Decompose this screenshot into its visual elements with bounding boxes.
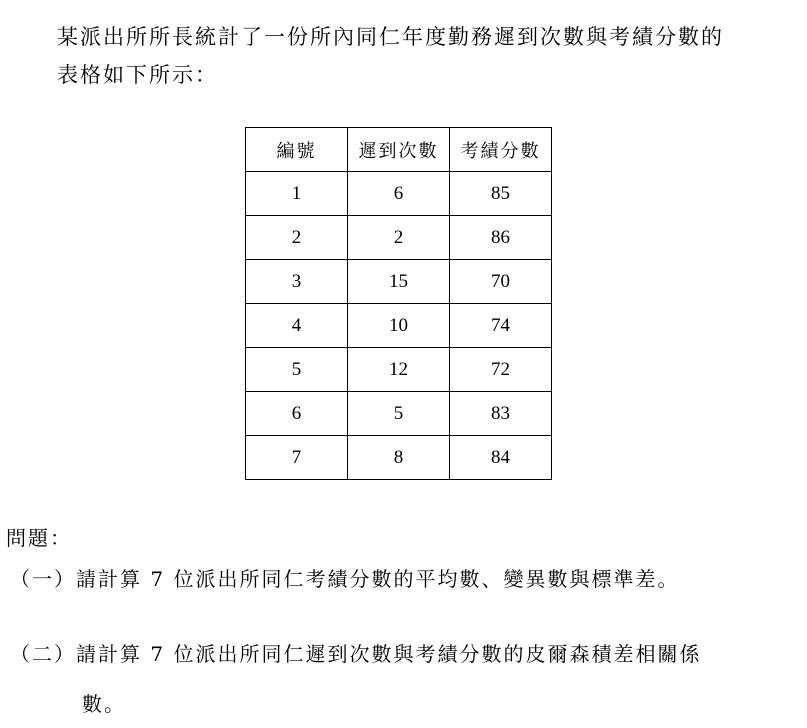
cell-score: 70 [450,260,552,304]
score-table [245,127,552,480]
table-row [246,436,552,480]
table-row [246,392,552,436]
table-row [246,216,552,260]
cell-score: 86 [450,216,552,260]
table-row [246,260,552,304]
cell-late-count: 15 [348,260,450,304]
cell-score: 72 [450,348,552,392]
question-2-line-1: （二）請計算 7 位派出所同仁遲到次數與考績分數的皮爾森積差相關係 [10,642,702,666]
table-header-row [246,128,552,172]
question-1: （一）請計算 7 位派出所同仁考績分數的平均數、變異數與標準差。 [10,567,680,591]
intro-line-1: 某派出所所長統計了一份所內同仁年度勤務遲到次數與考績分數的 [57,25,724,49]
cell-late-count: 6 [348,172,450,216]
cell-score: 74 [450,304,552,348]
intro-line-2: 表格如下所示： [57,63,218,87]
cell-id: 7 [246,436,348,480]
header-score: 考績分數 [450,128,552,172]
cell-late-count: 2 [348,216,450,260]
table-row [246,348,552,392]
cell-score: 85 [450,172,552,216]
cell-id: 2 [246,216,348,260]
intro-paragraph [57,18,802,94]
cell-id: 3 [246,260,348,304]
cell-score: 84 [450,436,552,480]
cell-late-count: 12 [348,348,450,392]
cell-late-count: 5 [348,392,450,436]
table-row [246,304,552,348]
table-row [246,172,552,216]
cell-score: 83 [450,392,552,436]
header-id: 編號 [246,128,348,172]
header-late-count: 遲到次數 [348,128,450,172]
cell-id: 4 [246,304,348,348]
questions-title: 問題： [6,526,72,550]
cell-id: 6 [246,392,348,436]
cell-late-count: 10 [348,304,450,348]
cell-id: 5 [246,348,348,392]
cell-late-count: 8 [348,436,450,480]
question-2-line-2: 數。 [82,692,126,716]
cell-id: 1 [246,172,348,216]
